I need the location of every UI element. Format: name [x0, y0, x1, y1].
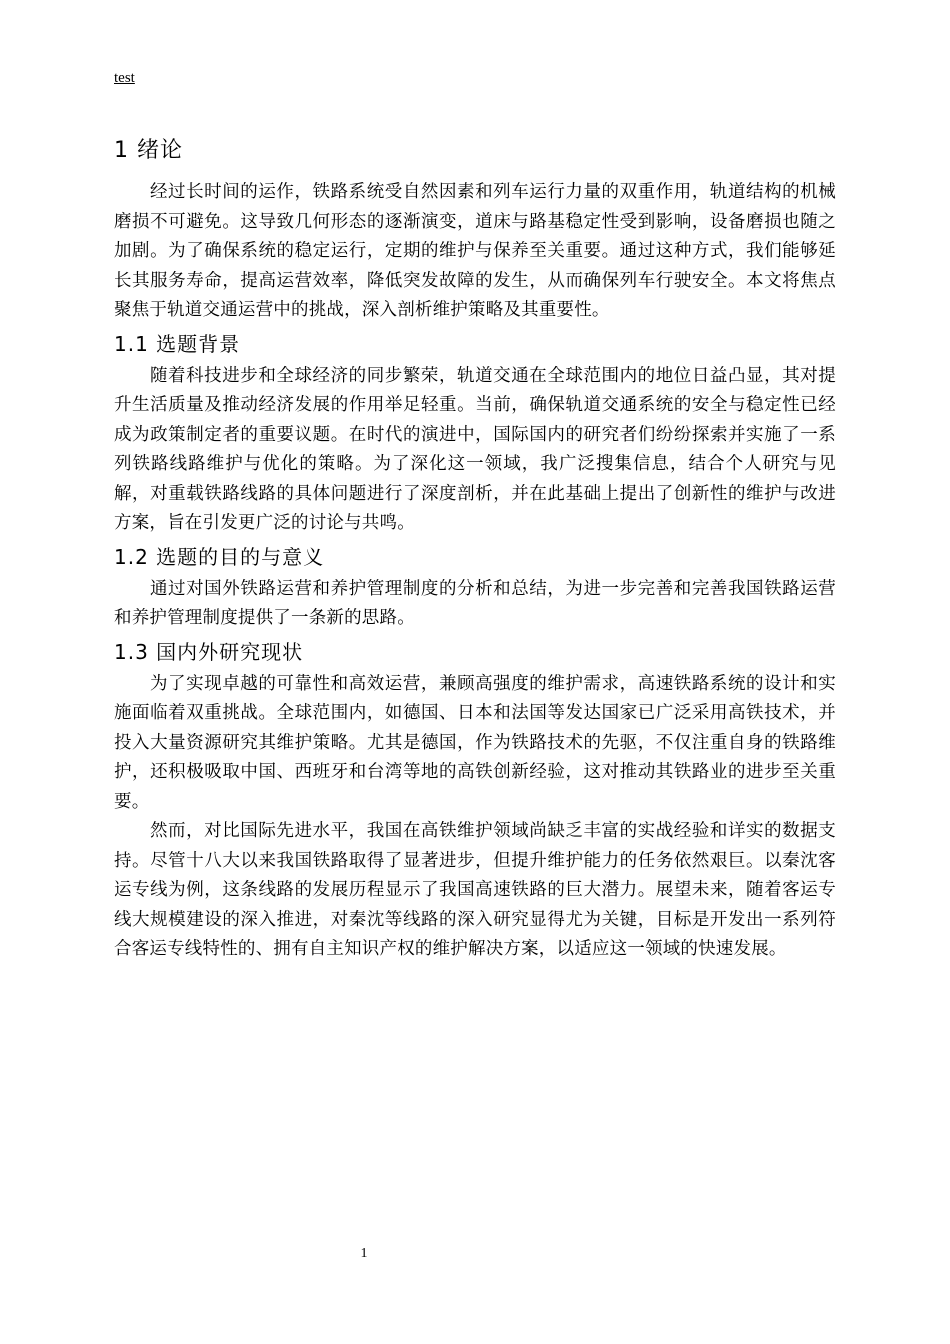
page-number: 1: [360, 1246, 368, 1261]
section-paragraph: 然而，对比国际先进水平，我国在高铁维护领域尚缺乏丰富的实战经验和详实的数据支持。尽管十八大以来我国铁路取得了显著进步，但提升维护能力的任务依然艰巨。以秦沈客运专线为例，这条线路的发展历程显示了我国高速铁路的巨大潜力。展望未来，随着客运专线大规模建设的深入推进，对秦沈等线路的深入研究显得尤为关键，目标是开发出一系列符合客运专线特性的、拥有自主知识产权的维护解决方案，以适应这一领域的快速发展。: [114, 821, 836, 959]
section-paragraph: 通过对国外铁路运营和养护管理制度的分析和总结，为进一步完善和完善我国铁路运营和养护管理制度提供了一条新的思路。: [114, 578, 836, 628]
header-text: test: [114, 70, 135, 86]
section-paragraph: 随着科技进步和全球经济的同步繁荣，轨道交通在全球范围内的地位日益凸显，其对提升生活质量及推动经济发展的作用举足轻重。当前，确保轨道交通系统的安全与稳定性已经成为政策制定者的重要议题。在时代的演进中，国际国内的研究者们纷纷探索并实施了一系列铁路线路维护与优化的策略。为了深化这一领域，我广泛搜集信息，结合个人研究与见解，对重载铁路线路的具体问题进行了深度剖析，并在此基础上提出了创新性的维护与改进方案，旨在引发更广泛的讨论与共鸣。: [114, 365, 836, 533]
chapter-paragraph: 经过长时间的运作，铁路系统受自然因素和列车运行力量的双重作用，轨道结构的机械磨损不可避免。这导致几何形态的逐渐演变，道床与路基稳定性受到影响，设备磨损也随之加剧。为了确保系统的稳定运行，定期的维护与保养至关重要。通过这种方式，我们能够延长其服务寿命，提高运营效率，降低突发故障的发生，从而确保列车行驶安全。本文将焦点聚焦于轨道交通运营中的挑战，深入剖析维护策略及其重要性。: [114, 182, 836, 320]
section-title-research-status: 1.3 国内外研究现状: [114, 639, 304, 664]
chapter-title: 1 绪论: [114, 138, 183, 163]
document-content: [114, 134, 836, 965]
section-title-purpose: 1.2 选题的目的与意义: [114, 544, 325, 569]
section-paragraph: 为了实现卓越的可靠性和高效运营，兼顾高强度的维护需求，高速铁路系统的设计和实施面临着双重挑战。全球范围内，如德国、日本和法国等发达国家已广泛采用高铁技术，并投入大量资源研究其维护策略。尤其是德国，作为铁路技术的先驱，不仅注重自身的铁路维护，还积极吸取中国、西班牙和台湾等地的高铁创新经验，这对推动其铁路业的进步至关重要。: [114, 673, 836, 812]
section-title-background: 1.1 选题背景: [114, 331, 241, 356]
